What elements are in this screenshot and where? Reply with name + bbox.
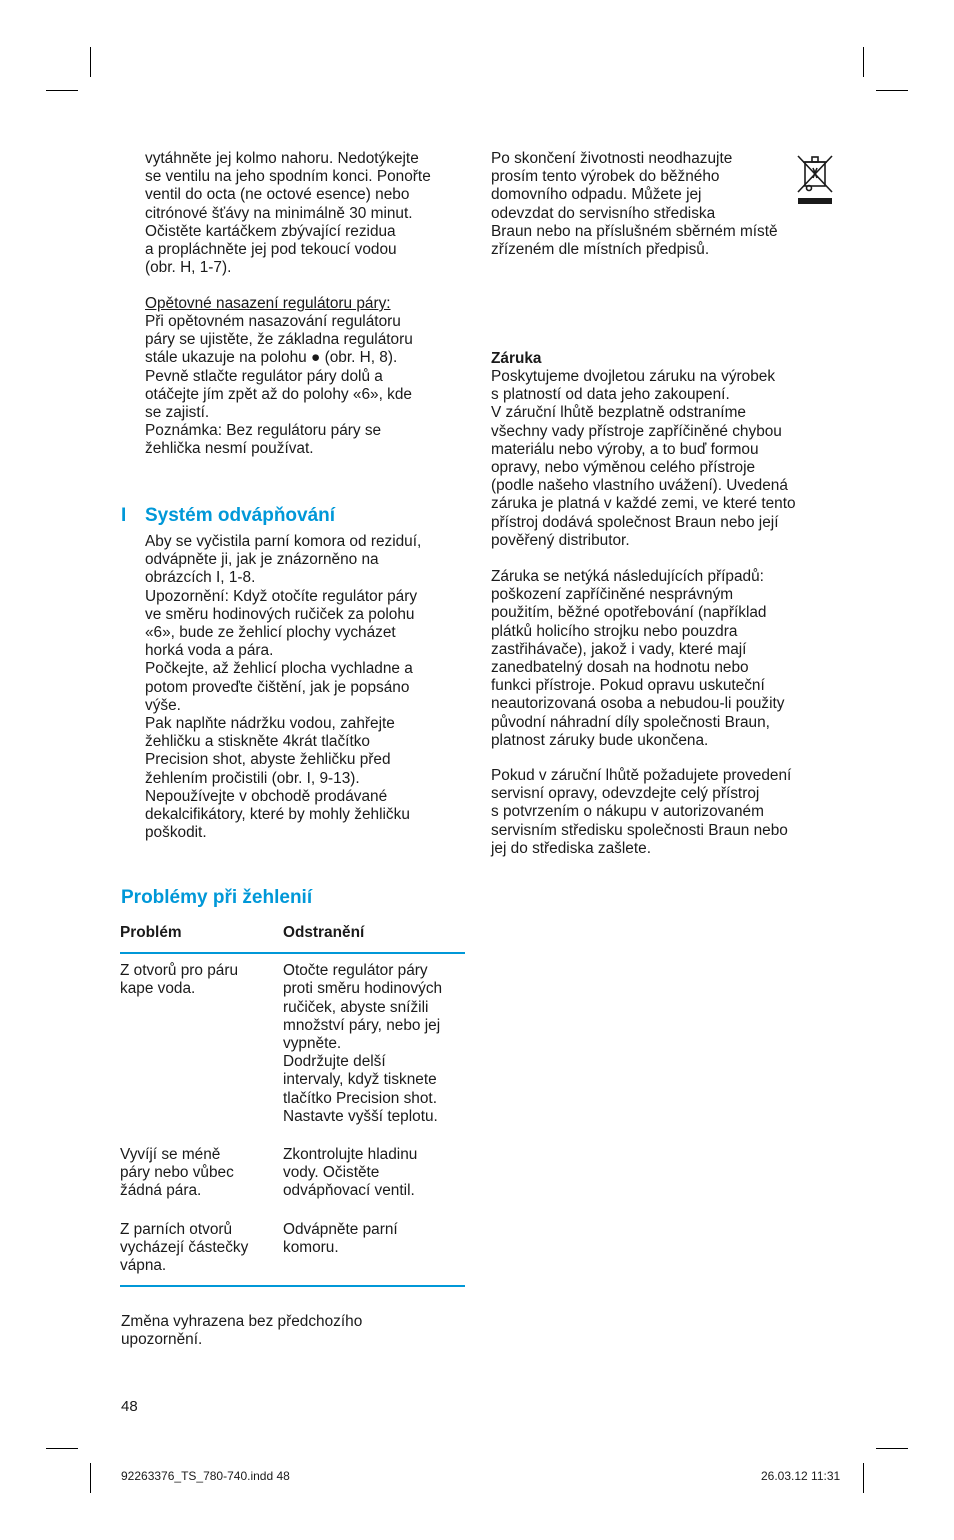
warranty-paragraph: Poskytujeme dvojletou záruku na výrobek s platností od data jeho zakoupení. V záruční lhůtě bezplatně odstraníme všechny vady přístroje zapříčiněné chybou materiálu nebo výroby, a to buď formou opravy, nebo výměnou celého přístroje (podle našeho vlastního uvážení). Uvedená záruka je platná v každé zemi, ve které tento přístroj dodává společnost Braun nebo její pověřený distributor. (491, 368, 796, 549)
crop-mark (876, 90, 908, 91)
footer-date: 26.03.12 11:31 (761, 1469, 841, 1483)
table-row (120, 1140, 465, 1215)
fix-cell: Zkontrolujte hladinu vody. Očistěte odvápňovací ventil. (283, 1146, 418, 1200)
change-note: Změna vyhrazena bez předchozího upozornění. (121, 1313, 363, 1349)
column-header-problem: Problém (120, 922, 283, 953)
descaling-system-text: Aby se vyčistila parní komora od reziduí, odvápněte ji, jak je znázorněno na obrázcích I, 1-8. Upozornění: Když otočíte regulátor páry ve směru hodinových ručiček za polohu «6», bude ze žehlicí plochy vycházet horká voda a pára. Počkejte, až žehlicí plocha vychladne a potom proveďte čištění, jak je popsáno výše. Pak naplňte nádržku vodou, zahřejte žehličku a stiskněte 4krát tlačítko Precision shot, abyste žehličku před žehlením pročistili (obr. I, 9-13). Nepoužívejte v obchodě prodávané dekalcifikátory, které by mohly žehličku poškodit. (145, 533, 422, 842)
page-number: 48 (121, 1398, 138, 1415)
section-letter: I (121, 505, 127, 526)
fix-cell: Otočte regulátor páry proti směru hodinových ručiček, abyste snížili množství páry, nebo jej vypněte. Dodržujte delší intervaly, když tisknete tlačítko Precision shot. Nastavte vyšší teplotu. (283, 962, 443, 1125)
troubleshooting-heading: Problémy při žehlenií (121, 887, 313, 908)
reattach-steam-regulator-heading: Opětovné nasazení regulátoru páry: (145, 295, 391, 312)
descaling-valve-instructions: vytáhněte jej kolmo nahoru. Nedotýkejte se ventilu na jeho spodním konci. Ponořte ventil do octa (ne octové esence) nebo citrónové šťávy na minimálně 30 minut. Očistěte kartáčkem zbývající rezidua a propláchněte jej pod tekoucí vodou (obr. H, 1-7). (145, 150, 431, 277)
crop-mark (46, 90, 78, 91)
problem-cell: Z parních otvorů vycházejí částečky vápna. (120, 1215, 283, 1287)
table-row (120, 1215, 465, 1287)
section-i-heading (121, 505, 335, 527)
crop-mark (863, 47, 864, 77)
disposal-text: Po skončení životnosti neodhazujte prosím tento výrobek do běžného domovního odpadu. Můžete jej odevzdat do servisního střediska Braun nebo na příslušném sběrném místě zřízeném dle místních předpisů. (491, 150, 778, 259)
crop-mark (876, 1448, 908, 1449)
section-title: Systém odvápňování (145, 505, 336, 526)
crop-mark (90, 47, 91, 77)
crossed-out-wheelie-bin-icon (796, 154, 834, 206)
warranty-heading: Záruka (491, 350, 542, 367)
crop-mark (46, 1448, 78, 1449)
column-header-fix: Odstranění (283, 922, 465, 953)
problem-cell: Vyvíjí se méně páry nebo vůbec žádná pára. (120, 1146, 234, 1200)
reattach-steam-regulator-text: Při opětovném nasazování regulátoru páry se ujistěte, že základna regulátoru stále ukazuje na polohu ● (obr. H, 8). Pevně stlačte regulátor páry dolů a otáčejte jím zpět až do polohy «6», kde se zajistí. Poznámka: Bez regulátoru páry se žehlička nesmí používat. (145, 313, 413, 458)
fix-cell: Odvápněte parní komoru. (283, 1215, 465, 1287)
warranty-service-paragraph: Pokud v záruční lhůtě požadujete provedení servisní opravy, odevzdejte celý přístroj s potvrzením o nákupu v autorizovaném servisním středisku společnosti Braun nebo jej do střediska zašlete. (491, 767, 792, 857)
crop-mark (863, 1463, 864, 1493)
crop-mark (90, 1463, 91, 1493)
warranty-exclusions-paragraph: Záruka se netýká následujících případů: poškození zapříčiněné nesprávným použitím, běžné opotřebování (například plátků holicího strojku nebo pouzdra zastřihávače), jakož i vady, které mají zanedbatelný dosah na hodnotu nebo funkci přístroje. Pokud opravu uskuteční neautorizovaná osoba a nebudou-li použity původní náhradní díly společnosti Braun, platnost záruky bude ukončena. (491, 568, 785, 749)
footer-file-info: 92263376_TS_780-740.indd 48 (121, 1469, 290, 1483)
problem-cell: Z otvorů pro páru kape voda. (120, 962, 239, 998)
troubleshooting-table (120, 922, 465, 1287)
table-row (120, 953, 465, 1140)
